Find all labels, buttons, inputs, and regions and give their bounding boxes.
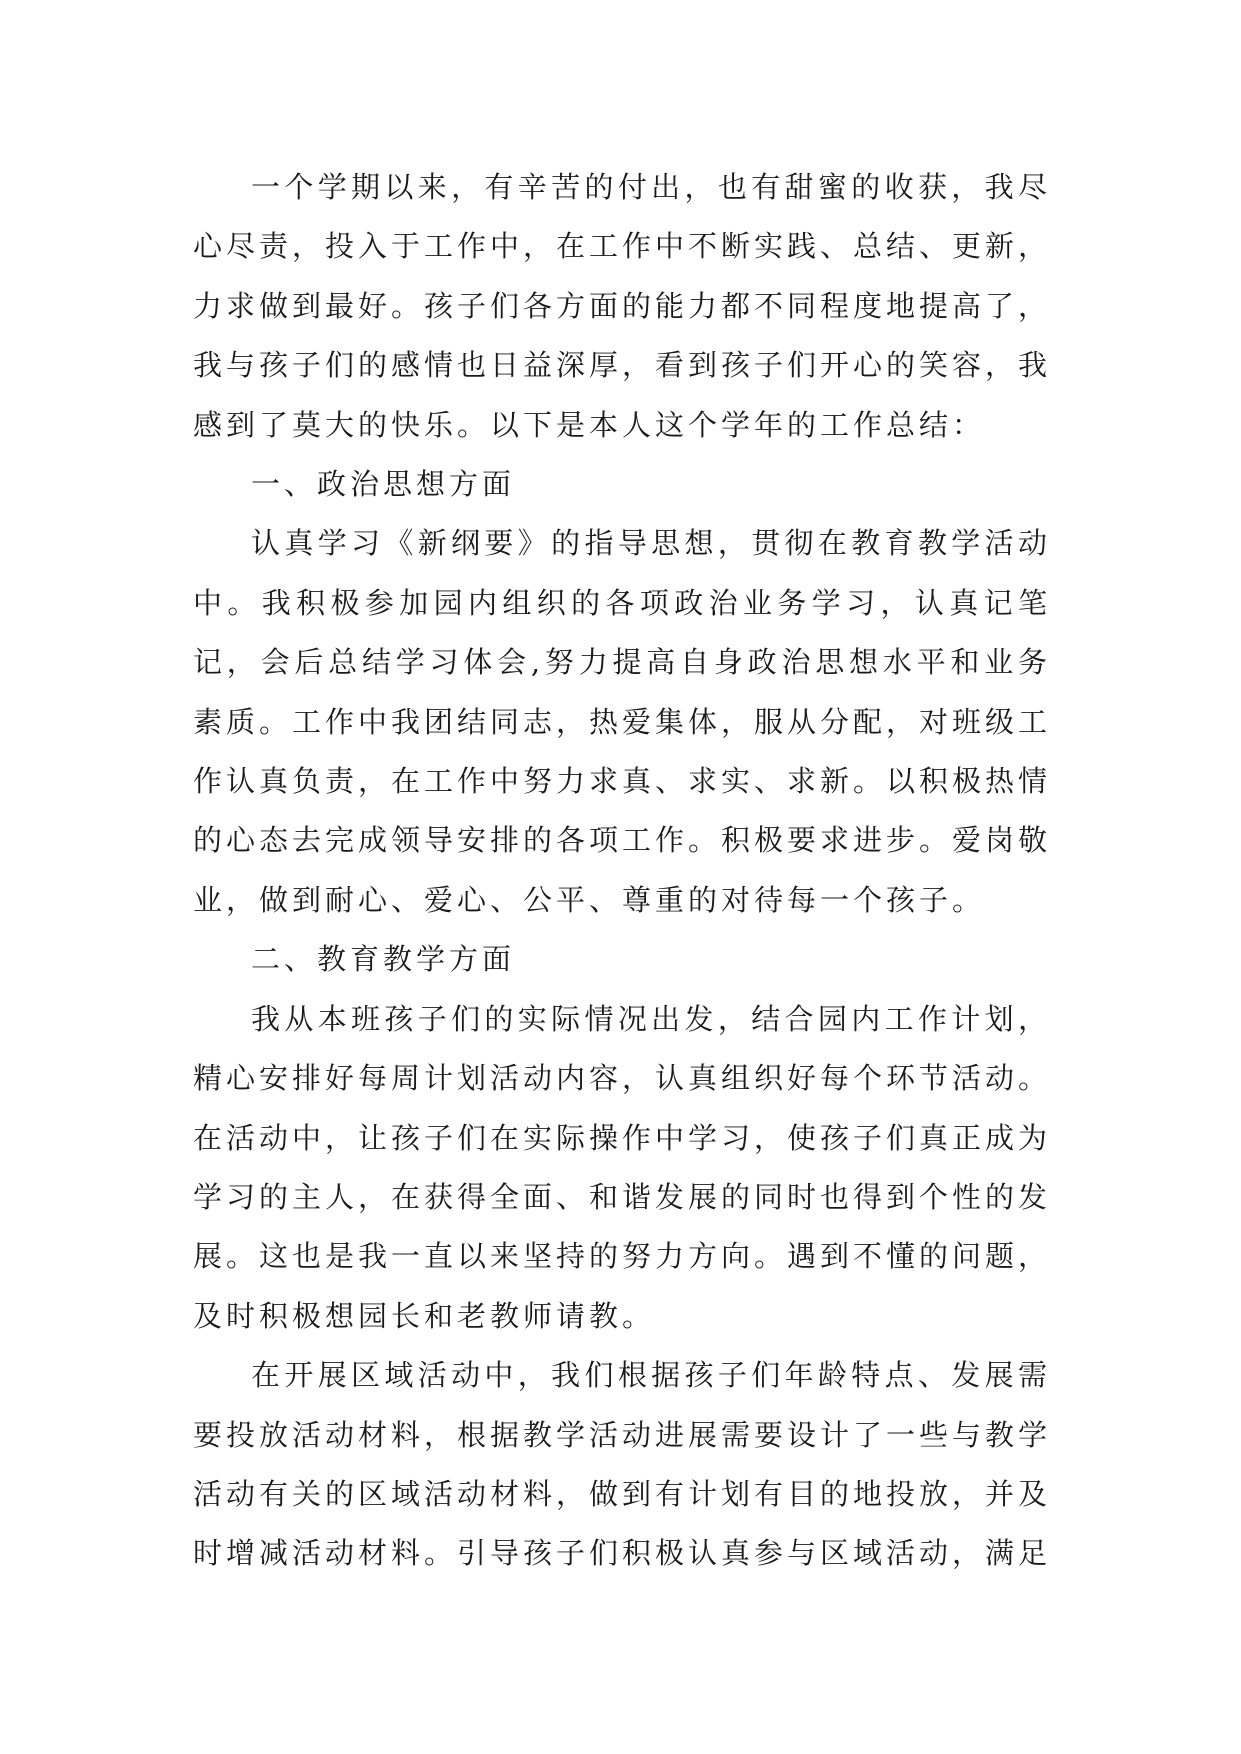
document-body	[193, 158, 1051, 1584]
intro-paragraph: 一个学期以来，有辛苦的付出，也有甜蜜的收获，我尽心尽责，投入于工作中，在工作中不断实践、总结、更新，力求做到最好。孩子们各方面的能力都不同程度地提高了，我与孩子们的感情也日益深厚，看到孩子们开心的笑容，我感到了莫大的快乐。以下是本人这个学年的工作总结：	[193, 170, 1052, 442]
politics-paragraph: 认真学习《新纲要》的指导思想，贯彻在教育教学活动中。我积极参加园内组织的各项政治业务学习，认真记笔记，会后总结学习体会,努力提高自身政治思想水平和业务素质。工作中我团结同志，热爱集体，服从分配，对班级工作认真负责，在工作中努力求真、求实、求新。以积极热情的心态去完成领导安排的各项工作。积极要求进步。爱岗敬业，做到耐心、爱心、公平、尊重的对待每一个孩子。	[193, 526, 1052, 917]
section-heading-teaching: 二、教育教学方面	[251, 942, 516, 977]
teaching-paragraph: 我从本班孩子们的实际情况出发，结合园内工作计划，精心安排好每周计划活动内容，认真组织好每个环节活动。在活动中，让孩子们在实际操作中学习，使孩子们真正成为学习的主人，在获得全面、和谐发展的同时也得到个性的发展。这也是我一直以来坚持的努力方向。遇到不懂的问题，及时积极想园长和老教师请教。	[193, 1001, 1052, 1333]
section-heading-politics: 一、政治思想方面	[251, 467, 516, 502]
area-activity-paragraph: 在开展区域活动中，我们根据孩子们年龄特点、发展需要投放活动材料，根据教学活动进展需要设计了一些与教学活动有关的区域活动材料，做到有计划有目的地投放，并及时增减活动材料。引导孩子们积极认真参与区域活动，满足	[193, 1358, 1052, 1571]
